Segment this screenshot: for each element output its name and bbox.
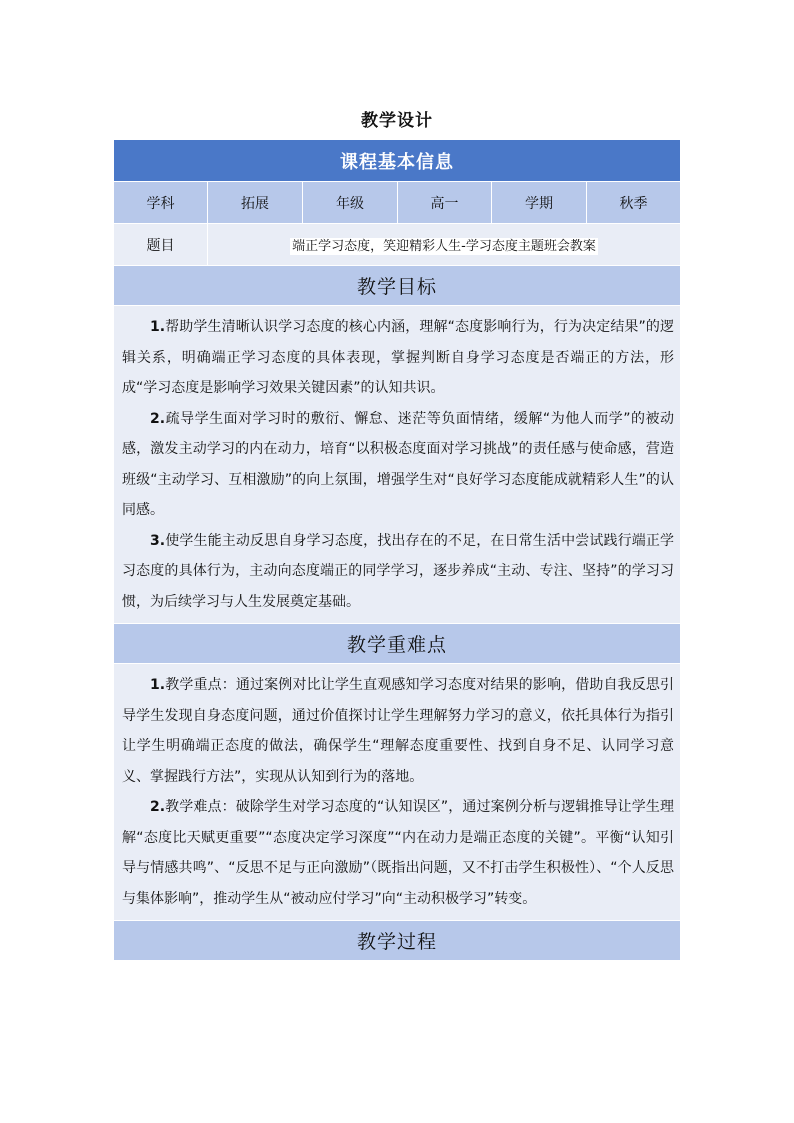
key-points-header: 教学重难点 <box>114 624 681 664</box>
process-header-row <box>114 921 681 961</box>
key-point-text: 教学难点：破除学生对学习态度的“认知误区”，通过案例分析与逻辑推导让学生理解“态度比天赋更重要”“态度决定学习深度”“内在动力是端正态度的关键”。平衡“认知引导与情感共鸣”、“反思不足与正向激励”（既指出问题，又不打击学生积极性）、“个人反思与集体影响”，推动学生从“被动应付学习”向“主动积极学习”转变。 <box>122 799 675 907</box>
key-point-item <box>122 670 674 792</box>
document-title: 教学设计 <box>361 111 433 131</box>
objective-item <box>122 312 674 404</box>
objectives-body <box>114 306 681 624</box>
key-point-text: 教学重点：通过案例对比让学生直观感知学习态度对结果的影响，借助自我反思引导学生发现自身态度问题，通过价值探讨让学生理解努力学习的意义，依托具体行为指引让学生明确端正态度的做法，确保学生“理解态度重要性、找到自身不足、认同学习意义、掌握践行方法”，实现从认知到行为的落地。 <box>122 677 675 785</box>
subject-value: 拓展 <box>208 182 303 224</box>
key-points-header-row <box>114 624 681 664</box>
course-info-header: 课程基本信息 <box>114 140 681 182</box>
key-point-number: 2. <box>150 799 166 815</box>
objective-number: 2. <box>150 410 166 427</box>
topic-value-cell <box>208 224 681 266</box>
grade-value: 高一 <box>398 182 492 224</box>
term-label: 学期 <box>492 182 587 224</box>
objective-item <box>122 526 674 618</box>
objective-number: 1. <box>150 319 166 335</box>
key-point-number: 1. <box>150 677 166 693</box>
topic-row <box>114 224 681 266</box>
objective-number: 3. <box>150 532 166 549</box>
topic-value: 端正学习态度，笑迎精彩人生-学习态度主题班会教案 <box>292 239 596 254</box>
course-info-row <box>114 182 681 224</box>
lesson-plan-table <box>113 139 681 961</box>
objective-item <box>122 404 674 526</box>
objectives-header-row <box>114 266 681 306</box>
objective-text: 帮助学生清晰认识学习态度的核心内涵，理解“态度影响行为，行为决定结果”的逻辑关系，明确端正学习态度的具体表现，掌握判断自身学习态度是否端正的方法，形成“学习态度是影响学习效果关键因素”的认知共识。 <box>122 319 675 396</box>
objectives-header: 教学目标 <box>114 266 681 306</box>
process-header: 教学过程 <box>114 921 681 961</box>
grade-label: 年级 <box>303 182 398 224</box>
key-points-body <box>114 664 681 921</box>
subject-label: 学科 <box>114 182 208 224</box>
term-value: 秋季 <box>587 182 681 224</box>
topic-label: 题目 <box>114 224 208 266</box>
objectives-body-row <box>114 306 681 624</box>
objective-text: 疏导学生面对学习时的敷衍、懈怠、迷茫等负面情绪，缓解“为他人而学”的被动感，激发主动学习的内在动力，培育“以积极态度面对学习挑战”的责任感与使命感，营造班级“主动学习、互相激励”的向上氛围，增强学生对“良好学习态度能成就精彩人生”的认同感。 <box>122 410 675 518</box>
key-points-body-row <box>114 664 681 921</box>
course-info-header-row <box>114 140 681 182</box>
objective-text: 使学生能主动反思自身学习态度，找出存在的不足，在日常生活中尝试践行端正学习态度的具体行为，主动向态度端正的同学学习，逐步养成“主动、专注、坚持”的学习习惯，为后续学习与人生发展奠定基础。 <box>122 532 675 610</box>
key-point-item <box>122 792 674 914</box>
